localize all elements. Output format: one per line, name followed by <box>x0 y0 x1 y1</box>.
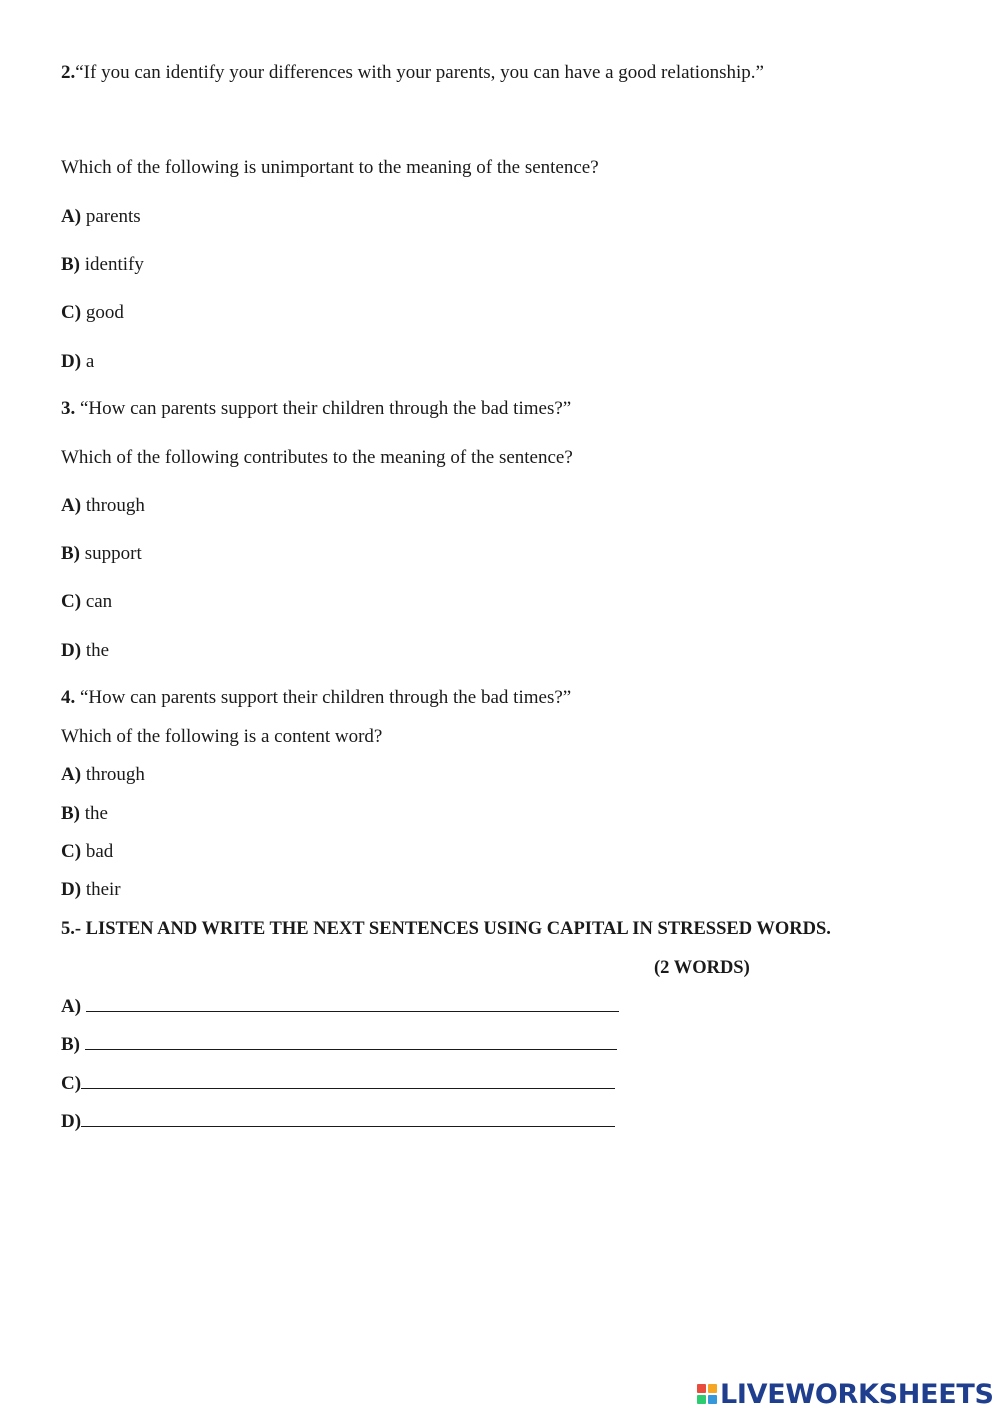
option: B) support <box>61 543 142 564</box>
option: B) identify <box>61 254 144 275</box>
quote-text: “How can parents support their children through the bad times?” <box>75 398 572 419</box>
logo-grid-icon <box>697 1384 717 1404</box>
option: C) bad <box>61 841 114 862</box>
question-4-prompt: Which of the following is a content word? <box>61 726 383 747</box>
option: A) through <box>61 764 145 785</box>
question-number: 4. <box>61 687 76 708</box>
question-5-note: (2 WORDS) <box>654 958 750 978</box>
question-2-sentence <box>61 62 764 84</box>
liveworksheets-logo <box>697 1377 994 1411</box>
answer-line[interactable]: D) <box>61 1110 615 1133</box>
answer-line[interactable]: B) <box>61 1033 617 1056</box>
quote-text: “If you can identify your differences with your parents, you can have a good relationship.” <box>75 62 764 83</box>
brand-name: LIVEWORKSHEETS <box>720 1378 994 1410</box>
option: C) good <box>61 302 124 323</box>
option: B) the <box>61 803 108 824</box>
answer-line[interactable]: A) <box>61 995 619 1018</box>
answer-blank[interactable] <box>85 1033 617 1050</box>
option: D) a <box>61 351 95 372</box>
question-2-prompt: Which of the following is unimportant to the meaning of the sentence? <box>61 157 599 178</box>
option: A) through <box>61 495 145 516</box>
answer-blank[interactable] <box>81 1110 615 1127</box>
question-5-instruction: 5.- LISTEN AND WRITE THE NEXT SENTENCES USING CAPITAL IN STRESSED WORDS. <box>61 919 831 939</box>
option: D) the <box>61 640 110 661</box>
question-4-sentence <box>61 687 571 709</box>
answer-blank[interactable] <box>86 995 619 1012</box>
question-number: 2. <box>61 62 76 83</box>
option: A) parents <box>61 206 141 227</box>
question-number: 3. <box>61 398 76 419</box>
option: C) can <box>61 591 113 612</box>
question-3-prompt: Which of the following contributes to the meaning of the sentence? <box>61 447 573 468</box>
option: D) their <box>61 879 121 900</box>
answer-line[interactable]: C) <box>61 1072 615 1095</box>
quote-text: “How can parents support their children through the bad times?” <box>75 687 572 708</box>
answer-blank[interactable] <box>81 1072 615 1089</box>
question-3-sentence <box>61 398 571 420</box>
